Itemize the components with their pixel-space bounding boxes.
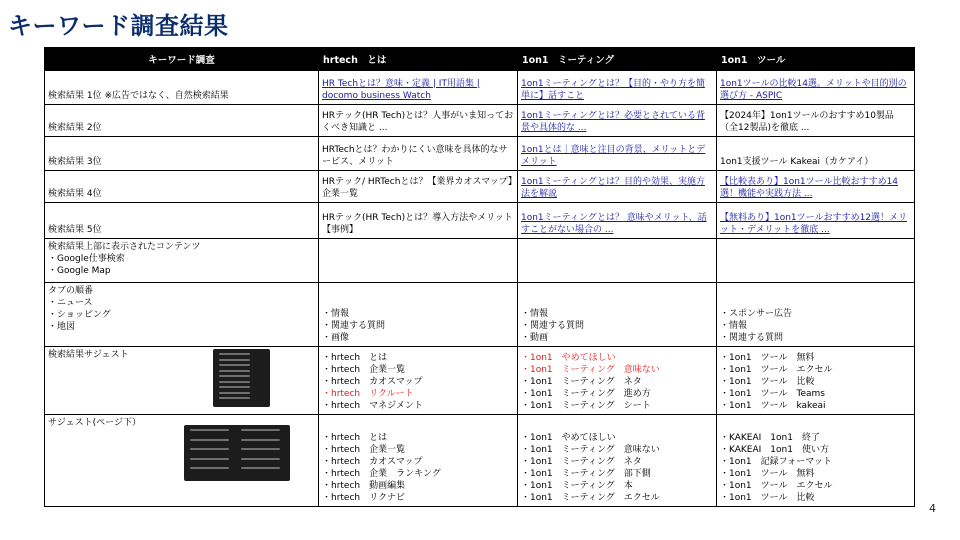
row-label: 検索結果 4位 [45,171,319,203]
list-cell [717,415,915,507]
list-cell [319,347,518,415]
list-item: ・1on1 ミーティング 部下側 [521,469,651,479]
row-label: 検索結果 2位 [45,105,319,137]
row-label: 検索結果 1位 ※広告ではなく、自然検索結果 [45,71,319,105]
result-cell [518,203,717,239]
list-item: ・1on1 ツール 比較 [720,377,815,387]
result-cell [717,203,915,239]
label-line: 検索結果上部に表示されたコンテンツ [48,242,201,252]
search-result-link[interactable]: 【比較表あり】1on1ツール比較おすすめ14選！機能や実践方法 ... [720,177,899,199]
list-item: ・1on1 ミーティング 意味ない [521,445,660,455]
result-cell [518,105,717,137]
empty-cell [518,239,717,283]
table-row [45,137,915,171]
header-1on1-meeting: 1on1 ミーティング [518,48,717,71]
table-row [45,283,915,347]
label-line: ・Google仕事検索 [48,254,125,264]
list-cell [518,415,717,507]
label-line: ・ショッピング [48,310,111,320]
search-result-link[interactable]: 1on1ミーティングとは？【目的・やり方を簡単に】話すこと [521,79,705,101]
list-item: ・hrtech とは [322,353,388,363]
list-item: ・1on1 やめてほしい [521,353,616,363]
list-item: ・動画 [521,333,549,343]
result-cell [319,203,518,239]
list-item: ・hrtech 企業一覧 [322,445,406,455]
result-cell [717,171,915,203]
list-item: ・1on1 ミーティング 進め方 [521,389,651,399]
list-item: ・1on1 ツール 無料 [720,469,815,479]
row-label [45,415,319,507]
header-keyword-research: キーワード調査 [45,48,319,71]
suggest-screenshot-thumbnail [213,349,270,407]
list-item: ・画像 [322,333,350,343]
list-item: ・1on1 ミーティング ネタ [521,457,642,467]
empty-cell [717,239,915,283]
result-cell [717,137,915,171]
list-item: ・スポンサー広告 [720,309,793,319]
list-item: ・関連する質問 [720,333,784,343]
keyword-research-table [44,47,915,507]
table-header-row [45,48,915,71]
header-1on1-tool: 1on1 ツール [717,48,915,71]
search-result-text: HRテック(HR Tech)とは？人事がいま知っておくべき知識と ... [322,111,514,133]
header-hrtech: hrtech とは [319,48,518,71]
list-item: ・1on1 ツール Teams [720,389,825,399]
label-line: サジェスト(ページ下） [48,418,141,428]
search-result-text: HRテック/ HRTechとは？【業界カオスマップ】企業一覧 [322,177,513,199]
row-label [45,347,319,415]
label-line: ・地図 [48,322,76,332]
list-cell [717,283,915,347]
list-item: ・1on1 ツール エクセル [720,365,833,375]
list-cell [319,415,518,507]
suggest-screenshot-thumbnail [184,425,290,481]
label-line: 検索結果サジェスト [48,350,129,360]
empty-cell [319,239,518,283]
row-label: 検索結果 5位 [45,203,319,239]
search-result-text: 【2024年】1on1ツールのおすすめ10製品（全12製品)を徹底 ... [720,111,894,133]
list-item: ・hrtech マネジメント [322,401,423,411]
list-item: ・hrtech とは [322,433,388,443]
list-item: ・情報 [521,309,549,319]
label-line: ・Google Map [48,266,111,276]
list-item: ・hrtech 企業一覧 [322,365,406,375]
list-item: ・1on1 ミーティング シート [521,401,651,411]
list-item: ・1on1 ツール kakeai [720,401,826,411]
page-title: キーワード調査結果 [8,12,229,40]
list-cell [518,283,717,347]
result-cell [518,137,717,171]
result-cell [518,71,717,105]
table-row [45,415,915,507]
list-item: ・1on1 ツール 無料 [720,353,815,363]
table-row [45,347,915,415]
result-cell [319,105,518,137]
search-result-link[interactable]: 1on1ミーティングとは？必要とされている背景や具体的な ... [521,111,705,133]
row-label [45,239,319,283]
table-row [45,105,915,137]
list-item: ・1on1 ツール エクセル [720,481,833,491]
result-cell [319,171,518,203]
list-cell [717,347,915,415]
list-item: ・1on1 記録フォーマット [720,457,832,467]
list-item: ・情報 [322,309,350,319]
list-item: ・hrtech リクルート [322,389,414,399]
list-item: ・関連する質問 [521,321,585,331]
search-result-link[interactable]: 1on1ミーティングとは？目的や効果、実施方法を解説 [521,177,705,199]
table-row [45,71,915,105]
list-cell [518,347,717,415]
search-result-link[interactable]: HR Techとは？意味・定義 | IT用語集 | docomo business Watch [322,79,480,101]
search-result-link[interactable]: 1on1ツールの比較14選。メリットや目的別の選び方 - ASPIC [720,79,907,101]
list-item: ・1on1 ミーティング エクセル [521,493,660,503]
list-item: ・情報 [720,321,748,331]
list-item: ・hrtech 動画編集 [322,481,406,491]
search-result-text: HRテック(HR Tech)とは？導入方法やメリット【事例】 [322,213,513,235]
list-item: ・hrtech 企業 ランキング [322,469,441,479]
list-item: ・1on1 ミーティング 本 [521,481,633,491]
list-item: ・KAKEAI 1on1 使い方 [720,445,829,455]
list-item: ・1on1 やめてほしい [521,433,616,443]
result-cell [717,105,915,137]
table-row [45,203,915,239]
list-cell [319,283,518,347]
row-label: 検索結果 3位 [45,137,319,171]
result-cell [319,71,518,105]
list-item: ・hrtech カオスマップ [322,377,423,387]
label-line: タブの順番 [48,286,94,296]
list-item: ・1on1 ミーティング ネタ [521,377,642,387]
list-item: ・hrtech リクナビ [322,493,405,503]
list-item: ・1on1 ミーティング 意味ない [521,365,660,375]
list-item: ・1on1 ツール 比較 [720,493,815,503]
search-result-link[interactable]: 1on1とは｜意味と注目の背景、メリットとデメリット [521,145,706,167]
list-item: ・KAKEAI 1on1 終了 [720,433,820,443]
result-cell [319,137,518,171]
search-result-link[interactable]: 1on1ミーティングとは？ 意味やメリット、話すことがない場合の ... [521,213,707,235]
result-cell [518,171,717,203]
table-row [45,171,915,203]
page-number: 4 [929,502,936,515]
label-line: ・ニュース [48,298,93,308]
list-item: ・関連する質問 [322,321,386,331]
list-item: ・hrtech カオスマップ [322,457,423,467]
search-result-link[interactable]: 【無料あり】1on1ツールおすすめ12選！メリット・デメリットを徹底 ... [720,213,908,235]
row-label [45,283,319,347]
search-result-text: HRTechとは？わかりにくい意味を具体的なサービス、メリット [322,145,508,167]
search-result-text: 1on1支援ツール Kakeai（カケアイ） [720,157,874,167]
table-row [45,239,915,283]
result-cell [717,71,915,105]
